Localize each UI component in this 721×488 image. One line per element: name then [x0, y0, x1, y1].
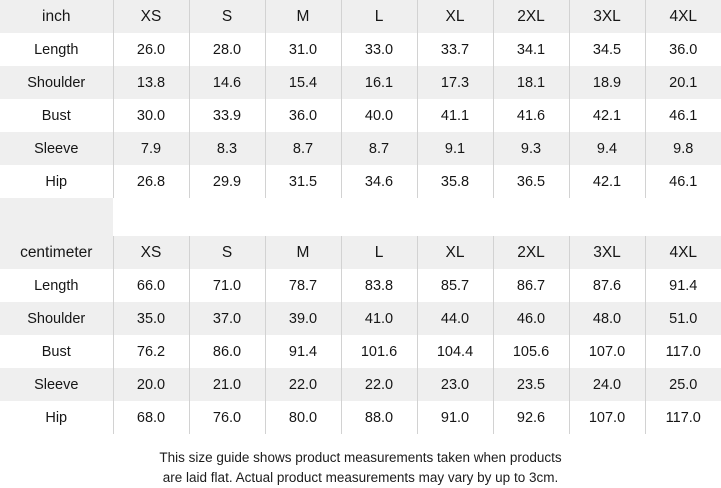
cell: 88.0 [341, 401, 417, 434]
cell: 15.4 [265, 66, 341, 99]
column-header-xs: XS [113, 0, 189, 33]
column-header-l: L [341, 0, 417, 33]
cell: 20.1 [645, 66, 721, 99]
table-row [0, 66, 721, 99]
cell: 23.5 [493, 368, 569, 401]
cell: 42.1 [569, 99, 645, 132]
table-gap [0, 198, 721, 236]
table-header-row-centimeter [0, 236, 721, 269]
unit-label-centimeter: centimeter [0, 236, 113, 269]
cell: 24.0 [569, 368, 645, 401]
cell: 20.0 [113, 368, 189, 401]
cell: 117.0 [645, 401, 721, 434]
table-row [0, 33, 721, 66]
unit-label-inch: inch [0, 0, 113, 33]
cell: 23.0 [417, 368, 493, 401]
cell: 17.3 [417, 66, 493, 99]
cell: 28.0 [189, 33, 265, 66]
cell: 41.6 [493, 99, 569, 132]
column-header-3xl: 3XL [569, 236, 645, 269]
cell: 42.1 [569, 165, 645, 198]
cell: 31.0 [265, 33, 341, 66]
cell: 8.7 [341, 132, 417, 165]
cell: 9.3 [493, 132, 569, 165]
cell: 117.0 [645, 335, 721, 368]
row-label-hip: Hip [0, 165, 113, 198]
cell: 86.7 [493, 269, 569, 302]
cell: 68.0 [113, 401, 189, 434]
table-row [0, 335, 721, 368]
column-header-3xl: 3XL [569, 0, 645, 33]
row-label-length: Length [0, 269, 113, 302]
cell: 14.6 [189, 66, 265, 99]
cell: 30.0 [113, 99, 189, 132]
cell: 91.0 [417, 401, 493, 434]
cell: 34.1 [493, 33, 569, 66]
cell: 13.8 [113, 66, 189, 99]
cell: 37.0 [189, 302, 265, 335]
cell: 33.9 [189, 99, 265, 132]
column-header-2xl: 2XL [493, 236, 569, 269]
column-header-xl: XL [417, 0, 493, 33]
table-gap-left [0, 198, 113, 236]
cell: 22.0 [341, 368, 417, 401]
cell: 9.1 [417, 132, 493, 165]
cell: 105.6 [493, 335, 569, 368]
cell: 40.0 [341, 99, 417, 132]
column-header-l: L [341, 236, 417, 269]
table-gap-right [113, 198, 721, 236]
cell: 16.1 [341, 66, 417, 99]
cell: 35.8 [417, 165, 493, 198]
cell: 76.0 [189, 401, 265, 434]
cell: 86.0 [189, 335, 265, 368]
cell: 34.5 [569, 33, 645, 66]
cell: 92.6 [493, 401, 569, 434]
cell: 26.0 [113, 33, 189, 66]
column-header-xl: XL [417, 236, 493, 269]
cell: 36.5 [493, 165, 569, 198]
size-guide-footnote [0, 434, 721, 488]
cell: 83.8 [341, 269, 417, 302]
cell: 8.3 [189, 132, 265, 165]
cell: 78.7 [265, 269, 341, 302]
cell: 9.8 [645, 132, 721, 165]
cell: 31.5 [265, 165, 341, 198]
row-label-shoulder: Shoulder [0, 66, 113, 99]
column-header-s: S [189, 236, 265, 269]
row-label-sleeve: Sleeve [0, 368, 113, 401]
cell: 36.0 [645, 33, 721, 66]
column-header-4xl: 4XL [645, 0, 721, 33]
cell: 41.0 [341, 302, 417, 335]
cell: 36.0 [265, 99, 341, 132]
row-label-sleeve: Sleeve [0, 132, 113, 165]
table-header-row-inch [0, 0, 721, 33]
cell: 33.7 [417, 33, 493, 66]
cell: 7.9 [113, 132, 189, 165]
cell: 25.0 [645, 368, 721, 401]
cell: 46.1 [645, 165, 721, 198]
cell: 85.7 [417, 269, 493, 302]
footnote-line-1: This size guide shows product measurements taken when products [159, 450, 562, 465]
cell: 29.9 [189, 165, 265, 198]
cell: 34.6 [341, 165, 417, 198]
row-label-hip: Hip [0, 401, 113, 434]
cell: 18.9 [569, 66, 645, 99]
row-label-bust: Bust [0, 335, 113, 368]
table-row [0, 401, 721, 434]
cell: 91.4 [265, 335, 341, 368]
cell: 76.2 [113, 335, 189, 368]
size-table-inch [0, 0, 721, 198]
column-header-s: S [189, 0, 265, 33]
cell: 33.0 [341, 33, 417, 66]
cell: 80.0 [265, 401, 341, 434]
cell: 104.4 [417, 335, 493, 368]
cell: 21.0 [189, 368, 265, 401]
cell: 87.6 [569, 269, 645, 302]
column-header-2xl: 2XL [493, 0, 569, 33]
row-label-shoulder: Shoulder [0, 302, 113, 335]
column-header-m: M [265, 0, 341, 33]
cell: 91.4 [645, 269, 721, 302]
cell: 18.1 [493, 66, 569, 99]
cell: 46.0 [493, 302, 569, 335]
column-header-4xl: 4XL [645, 236, 721, 269]
column-header-xs: XS [113, 236, 189, 269]
cell: 39.0 [265, 302, 341, 335]
footnote-line-2: are laid flat. Actual product measurements may vary by up to 3cm. [162, 470, 559, 485]
table-row [0, 302, 721, 335]
cell: 44.0 [417, 302, 493, 335]
cell: 46.1 [645, 99, 721, 132]
cell: 107.0 [569, 401, 645, 434]
table-row [0, 99, 721, 132]
cell: 71.0 [189, 269, 265, 302]
cell: 41.1 [417, 99, 493, 132]
cell: 66.0 [113, 269, 189, 302]
cell: 9.4 [569, 132, 645, 165]
table-row [0, 368, 721, 401]
cell: 22.0 [265, 368, 341, 401]
cell: 107.0 [569, 335, 645, 368]
table-row [0, 132, 721, 165]
row-label-bust: Bust [0, 99, 113, 132]
column-header-m: M [265, 236, 341, 269]
cell: 48.0 [569, 302, 645, 335]
cell: 101.6 [341, 335, 417, 368]
table-row [0, 165, 721, 198]
cell: 51.0 [645, 302, 721, 335]
size-table-centimeter [0, 236, 721, 434]
cell: 8.7 [265, 132, 341, 165]
cell: 26.8 [113, 165, 189, 198]
table-row [0, 269, 721, 302]
cell: 35.0 [113, 302, 189, 335]
row-label-length: Length [0, 33, 113, 66]
